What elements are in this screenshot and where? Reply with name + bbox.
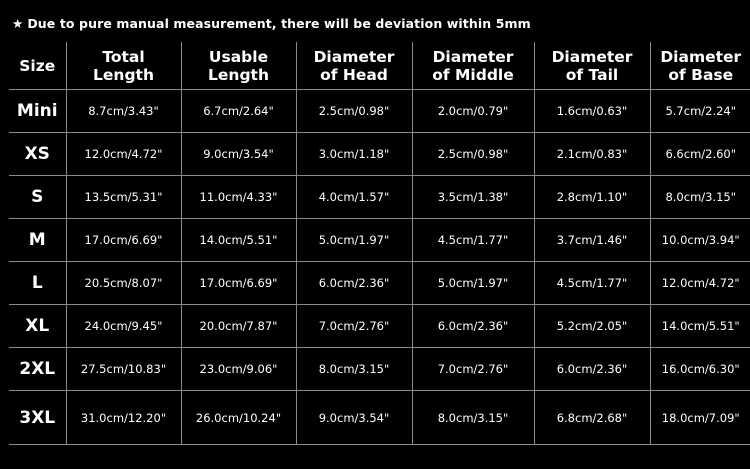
cell-total-length: 8.7cm/3.43" — [66, 90, 181, 133]
cell-diameter-head: 8.0cm/3.15" — [296, 348, 412, 391]
table-body — [9, 90, 750, 445]
table-row — [9, 176, 750, 219]
cell-diameter-tail: 6.0cm/2.36" — [534, 348, 650, 391]
cell-usable-length: 9.0cm/3.54" — [181, 133, 296, 176]
cell-diameter-middle: 3.5cm/1.38" — [412, 176, 534, 219]
cell-diameter-base: 16.0cm/6.30" — [650, 348, 750, 391]
cell-usable-length: 26.0cm/10.24" — [181, 391, 296, 445]
cell-diameter-tail: 1.6cm/0.63" — [534, 90, 650, 133]
cell-diameter-middle: 4.5cm/1.77" — [412, 219, 534, 262]
cell-usable-length: 17.0cm/6.69" — [181, 262, 296, 305]
cell-diameter-head: 6.0cm/2.36" — [296, 262, 412, 305]
cell-total-length: 13.5cm/5.31" — [66, 176, 181, 219]
cell-size: XS — [9, 133, 66, 176]
cell-usable-length: 11.0cm/4.33" — [181, 176, 296, 219]
cell-diameter-head: 9.0cm/3.54" — [296, 391, 412, 445]
cell-size: M — [9, 219, 66, 262]
cell-diameter-base: 6.6cm/2.60" — [650, 133, 750, 176]
size-chart-table — [9, 42, 750, 445]
cell-size: 2XL — [9, 348, 66, 391]
column-header-total-length: Total Length — [66, 42, 181, 90]
cell-diameter-middle: 7.0cm/2.76" — [412, 348, 534, 391]
cell-diameter-base: 5.7cm/2.24" — [650, 90, 750, 133]
cell-diameter-base: 8.0cm/3.15" — [650, 176, 750, 219]
cell-total-length: 17.0cm/6.69" — [66, 219, 181, 262]
cell-total-length: 27.5cm/10.83" — [66, 348, 181, 391]
cell-total-length: 20.5cm/8.07" — [66, 262, 181, 305]
table-row — [9, 133, 750, 176]
cell-usable-length: 14.0cm/5.51" — [181, 219, 296, 262]
cell-diameter-tail: 5.2cm/2.05" — [534, 305, 650, 348]
cell-diameter-tail: 4.5cm/1.77" — [534, 262, 650, 305]
cell-diameter-base: 14.0cm/5.51" — [650, 305, 750, 348]
table-row — [9, 391, 750, 445]
cell-diameter-tail: 3.7cm/1.46" — [534, 219, 650, 262]
measurement-note — [12, 16, 531, 31]
measurement-note-text: Due to pure manual measurement, there will be deviation within 5mm — [27, 16, 531, 31]
column-header-diameter-tail: Diameter of Tail — [534, 42, 650, 90]
cell-diameter-middle: 2.0cm/0.79" — [412, 90, 534, 133]
cell-diameter-base: 12.0cm/4.72" — [650, 262, 750, 305]
cell-diameter-head: 2.5cm/0.98" — [296, 90, 412, 133]
cell-diameter-tail: 6.8cm/2.68" — [534, 391, 650, 445]
cell-size: Mini — [9, 90, 66, 133]
column-header-diameter-middle: Diameter of Middle — [412, 42, 534, 90]
table-row — [9, 262, 750, 305]
table-header-row — [9, 42, 750, 90]
cell-usable-length: 6.7cm/2.64" — [181, 90, 296, 133]
table-row — [9, 90, 750, 133]
cell-total-length: 31.0cm/12.20" — [66, 391, 181, 445]
cell-size: L — [9, 262, 66, 305]
cell-diameter-middle: 2.5cm/0.98" — [412, 133, 534, 176]
cell-diameter-base: 10.0cm/3.94" — [650, 219, 750, 262]
star-icon: ★ — [12, 16, 24, 31]
cell-usable-length: 23.0cm/9.06" — [181, 348, 296, 391]
column-header-usable-length: Usable Length — [181, 42, 296, 90]
cell-diameter-middle: 8.0cm/3.15" — [412, 391, 534, 445]
cell-total-length: 24.0cm/9.45" — [66, 305, 181, 348]
cell-usable-length: 20.0cm/7.87" — [181, 305, 296, 348]
cell-diameter-middle: 6.0cm/2.36" — [412, 305, 534, 348]
cell-diameter-head: 5.0cm/1.97" — [296, 219, 412, 262]
column-header-diameter-head: Diameter of Head — [296, 42, 412, 90]
cell-diameter-head: 4.0cm/1.57" — [296, 176, 412, 219]
cell-diameter-head: 7.0cm/2.76" — [296, 305, 412, 348]
table-row — [9, 348, 750, 391]
cell-diameter-base: 18.0cm/7.09" — [650, 391, 750, 445]
column-header-size: Size — [9, 42, 66, 90]
cell-diameter-tail: 2.8cm/1.10" — [534, 176, 650, 219]
cell-size: XL — [9, 305, 66, 348]
table-row — [9, 305, 750, 348]
cell-size: S — [9, 176, 66, 219]
table-row — [9, 219, 750, 262]
cell-size: 3XL — [9, 391, 66, 445]
cell-diameter-middle: 5.0cm/1.97" — [412, 262, 534, 305]
cell-diameter-tail: 2.1cm/0.83" — [534, 133, 650, 176]
cell-total-length: 12.0cm/4.72" — [66, 133, 181, 176]
column-header-diameter-base: Diameter of Base — [650, 42, 750, 90]
cell-diameter-head: 3.0cm/1.18" — [296, 133, 412, 176]
